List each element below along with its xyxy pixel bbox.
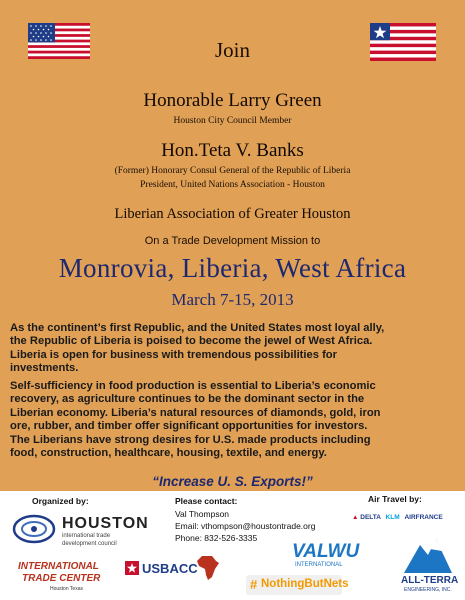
- nothingbutnets-text: NothingButNets: [261, 578, 349, 590]
- houston-logo-text: HOUSTON: [62, 515, 149, 532]
- mission-intro: On a Trade Development Mission to: [144, 235, 321, 247]
- guest-name-1: Honorable Larry Green: [143, 90, 322, 111]
- delta-logo-icon: ▲: [352, 514, 361, 521]
- contact-email: Email: vthompson@houstontrade.org: [175, 521, 316, 531]
- guest-title-2a: (Former) Honorary Consul General of the Republic of Liberia: [114, 166, 351, 176]
- paragraph-line: Self-sufficiency in food production is essential to Liberia’s economic: [10, 380, 376, 392]
- guest-title-1: Houston City Council Member: [173, 116, 292, 126]
- slogan: “Increase U. S. Exports!”: [152, 474, 313, 489]
- usbacc-star-icon: [125, 561, 139, 575]
- sponsor-footer: [0, 491, 465, 600]
- join-heading: Join: [214, 38, 250, 62]
- houston-logo-sub1: international trade: [62, 533, 111, 539]
- airline-logos: [352, 514, 462, 526]
- contact-name: Val Thompson: [175, 509, 230, 519]
- paragraph-2: [10, 380, 458, 460]
- paragraph-line: As the continent’s first Republic, and the United States most loyal ally,: [10, 322, 385, 334]
- destination-title: Monrovia, Liberia, West Africa: [58, 253, 407, 283]
- itc-logo-line2: TRADE CENTER: [22, 573, 101, 584]
- paragraph-line: The Liberians have strong desires for U.S. made products including: [10, 433, 371, 446]
- allterra-logo-text: ALL-TERRA: [401, 575, 459, 586]
- allterra-logo-sub: ENGINEERING, INC.: [404, 587, 452, 593]
- guest-name-2: Hon.Teta V. Banks: [161, 140, 304, 161]
- klm-name: KLM: [385, 514, 400, 521]
- delta-name: DELTA: [360, 514, 381, 521]
- hashtag-icon: #: [250, 577, 258, 592]
- globe-icon: [12, 513, 58, 545]
- houston-logo-sub2: development council: [62, 541, 117, 547]
- contact-phone: Phone: 832-526-3335: [175, 533, 258, 543]
- mission-dates: March 7-15, 2013: [171, 290, 294, 309]
- organized-by-label: Organized by:: [32, 496, 89, 506]
- valwu-logo-text: VALWU: [292, 541, 360, 562]
- air-travel-label: Air Travel by:: [368, 494, 422, 504]
- paragraph-line: the Republic of Liberia is poised to become the jewel of West Africa.: [10, 335, 373, 348]
- usbacc-logo-text: USBACC: [142, 561, 198, 576]
- airfrance-name: AIRFRANCE: [404, 514, 443, 521]
- paragraph-line: Liberia is open for business with tremendous possibilities for: [10, 348, 337, 361]
- itc-logo-line3: Houston Texas: [50, 586, 83, 592]
- guest-title-2b: President, United Nations Association - Houston: [140, 180, 325, 190]
- paragraph-line: investments.: [10, 362, 79, 375]
- paragraph-line: recovery, as agriculture continues to be the dominant sector in the: [10, 393, 365, 406]
- mountain-icon: [404, 533, 452, 573]
- paragraph-line: food, construction, healthcare, housing, textile, and energy.: [10, 447, 327, 460]
- africa-map-icon: [196, 555, 220, 581]
- paragraph-line: ore, rubber, and timber offer significant opportunities for investors.: [10, 420, 368, 433]
- paragraph-line: Liberian economy. Liberia’s natural resources of diamonds, gold, iron: [10, 406, 381, 419]
- valwu-logo-sub: INTERNATIONAL: [295, 562, 343, 568]
- itc-logo-line1: INTERNATIONAL: [18, 561, 99, 572]
- contact-heading: Please contact:: [175, 496, 238, 506]
- paragraph-1: [10, 322, 458, 376]
- organization-name: Liberian Association of Greater Houston: [114, 206, 351, 222]
